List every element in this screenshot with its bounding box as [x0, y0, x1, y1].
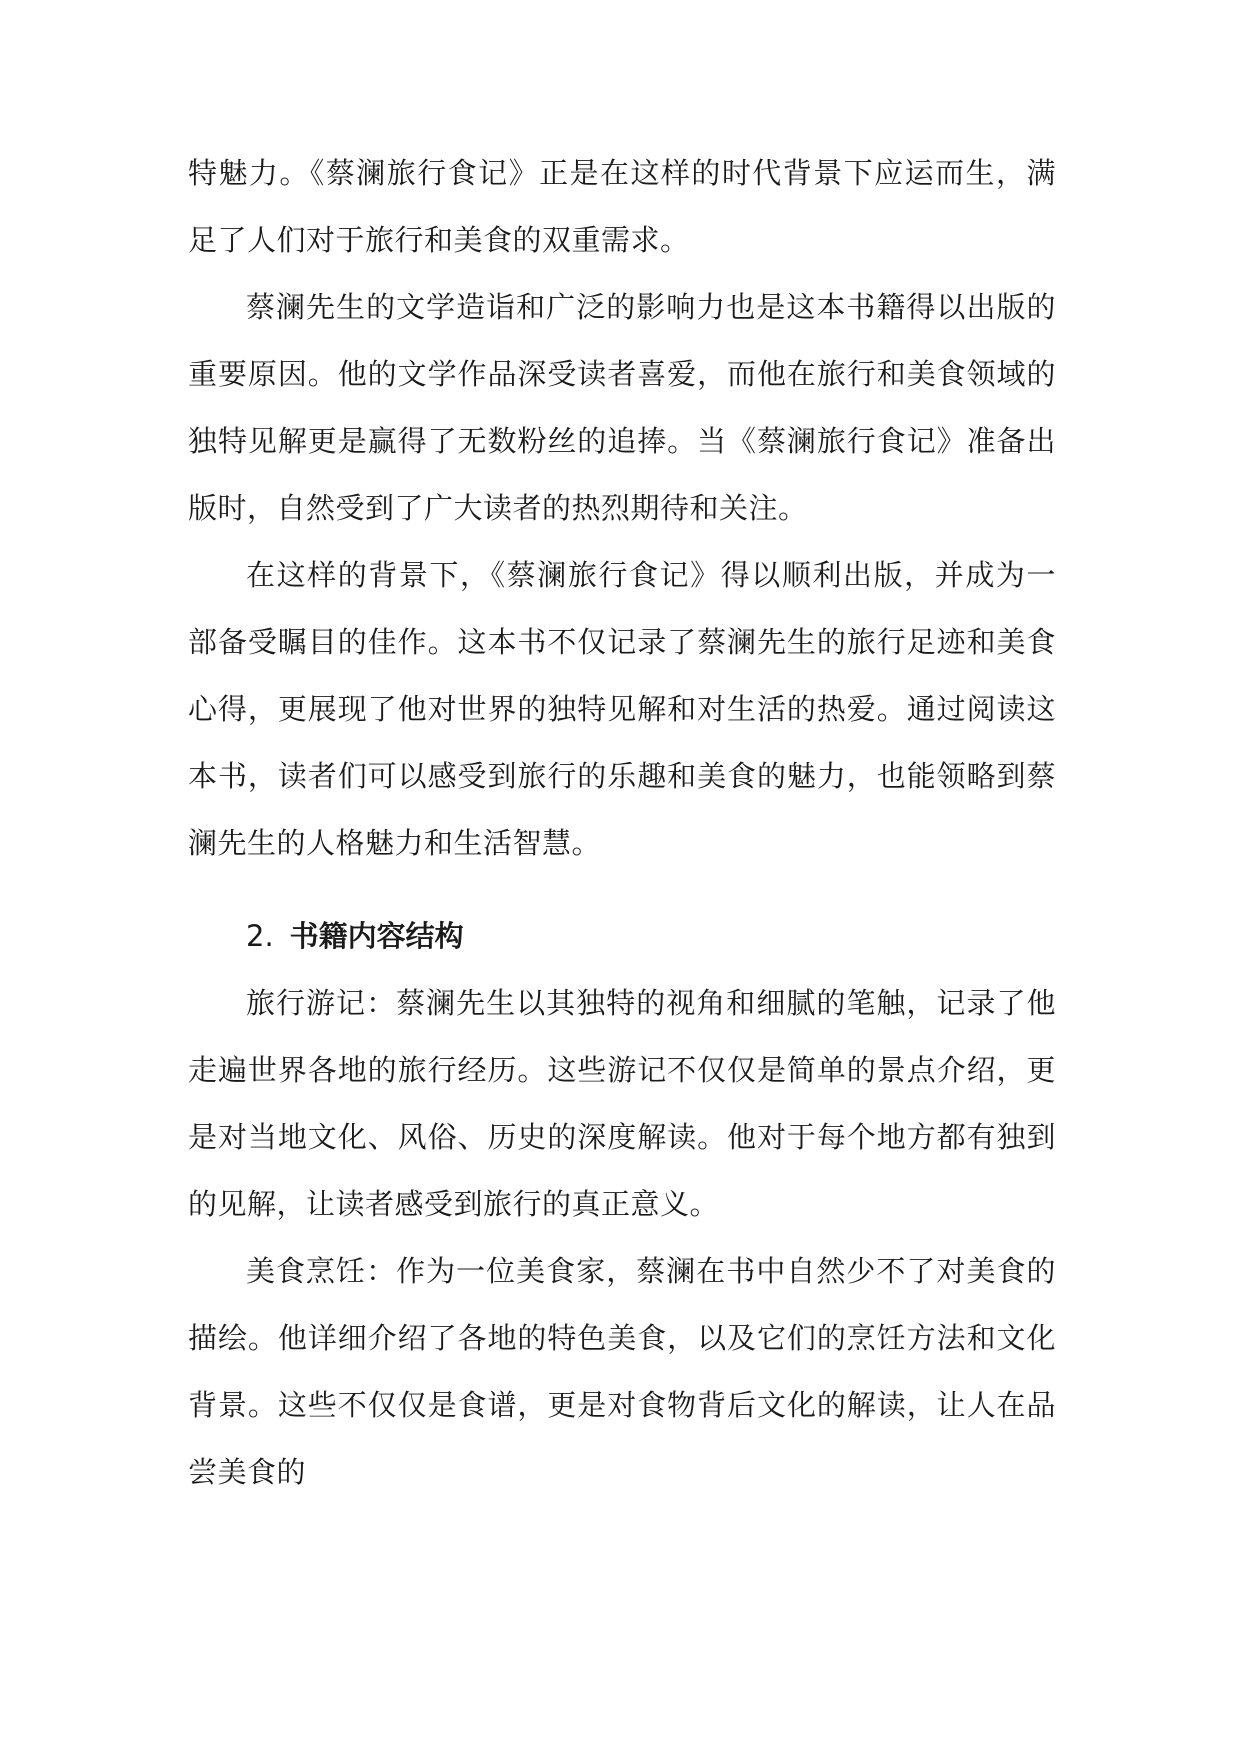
document-body [188, 140, 1056, 1506]
paragraph-continuation: 特魅力。《蔡澜旅行食记》正是在这样的时代背景下应运而生，满足了人们对于旅行和美食的双重需求。 [188, 156, 1056, 257]
paragraph-food-cooking: 美食烹饪：作为一位美食家，蔡澜在书中自然少不了对美食的描绘。他详细介绍了各地的特色美食，以及它们的烹饪方法和文化背景。这些不仅仅是食谱，更是对食物背后文化的解读，让人在品尝美食的 [188, 1254, 1056, 1489]
paragraph-publication-reason: 蔡澜先生的文学造诣和广泛的影响力也是这本书籍得以出版的重要原因。他的文学作品深受读者喜爱，而他在旅行和美食领域的独特见解更是赢得了无数粉丝的追捧。当《蔡澜旅行食记》准备出版时，自然受到了广大读者的热烈期待和关注。 [188, 290, 1056, 525]
section-title: 书籍内容结构 [289, 919, 464, 953]
section-number: 2. [246, 919, 274, 953]
paragraph-publication-result: 在这样的背景下，《蔡澜旅行食记》得以顺利出版，并成为一部备受瞩目的佳作。这本书不仅记录了蔡澜先生的旅行足迹和美食心得，更展现了他对世界的独特见解和对生活的热爱。通过阅读这本书，读者们可以感受到旅行的乐趣和美食的魅力，也能领略到蔡澜先生的人格魅力和生活智慧。 [188, 558, 1056, 860]
section-heading [188, 903, 1056, 970]
paragraph-travel-notes: 旅行游记：蔡澜先生以其独特的视角和细腻的笔触，记录了他走遍世界各地的旅行经历。这些游记不仅仅是简单的景点介绍，更是对当地文化、风俗、历史的深度解读。他对于每个地方都有独到的见解，让读者感受到旅行的真正意义。 [188, 986, 1056, 1221]
